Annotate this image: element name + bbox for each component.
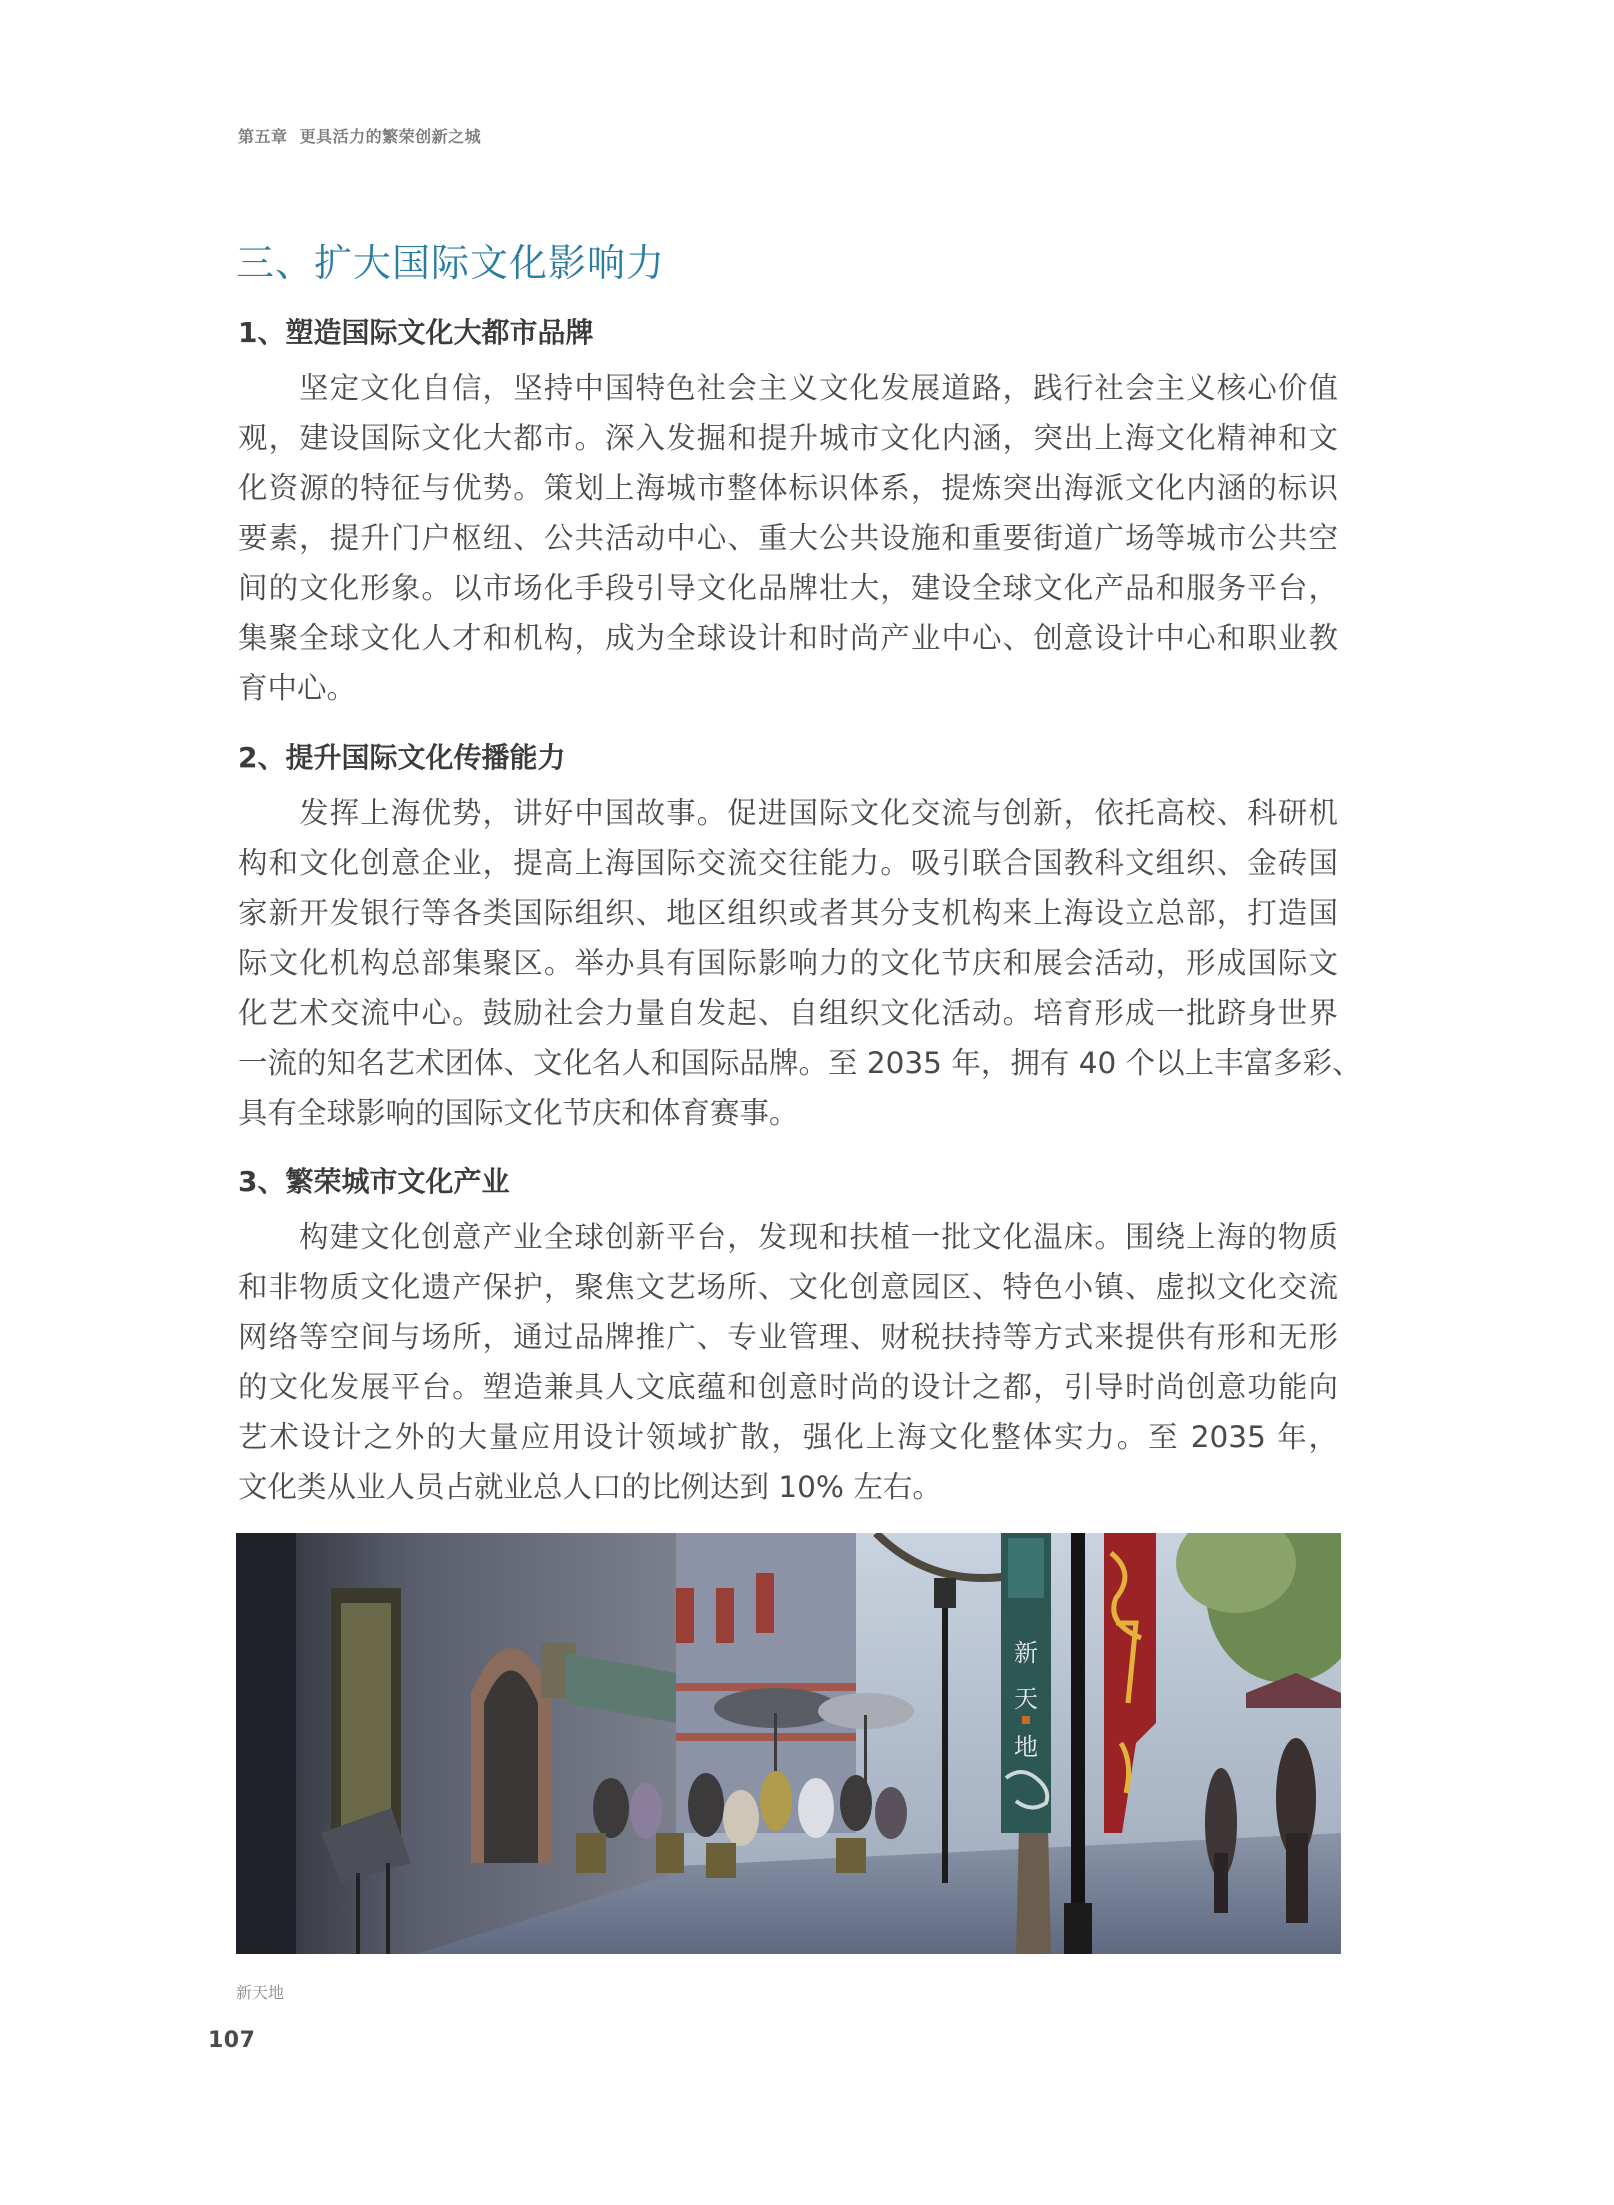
paragraph-line: 构和文化创意企业，提高上海国际交流交往能力。吸引联合国教科文组织、金砖国 bbox=[238, 846, 1338, 880]
page-number: 107 bbox=[208, 2028, 256, 2053]
paragraph-line: 化艺术交流中心。鼓励社会力量自发起、自组织文化活动。培育形成一批跻身世界 bbox=[238, 996, 1338, 1030]
paragraph-line: 和非物质文化遗产保护，聚焦文艺场所、文化创意园区、特色小镇、虚拟文化交流 bbox=[238, 1270, 1338, 1304]
paragraph-line: 集聚全球文化人才和机构，成为全球设计和时尚产业中心、创意设计中心和职业教 bbox=[238, 621, 1338, 655]
paragraph-line: 育中心。 bbox=[238, 671, 357, 705]
paragraph-line: 艺术设计之外的大量应用设计领域扩散，强化上海文化整体实力。至 2035 年， bbox=[238, 1420, 1338, 1454]
paragraph-line: 际文化机构总部集聚区。举办具有国际影响力的文化节庆和展会活动，形成国际文 bbox=[238, 946, 1338, 980]
paragraph-line: 文化类从业人员占就业总人口的比例达到 10% 左右。 bbox=[238, 1470, 942, 1504]
sign-char: 新 bbox=[1014, 1639, 1038, 1667]
subsection-heading: 3、繁荣城市文化产业 bbox=[238, 1165, 510, 1198]
paragraph-line: 间的文化形象。以市场化手段引导文化品牌壮大，建设全球文化产品和服务平台， bbox=[238, 571, 1338, 605]
paragraph bbox=[238, 788, 1362, 1138]
paragraph-line: 化资源的特征与优势。策划上海城市整体标识体系，提炼突出海派文化内涵的标识 bbox=[238, 471, 1338, 505]
paragraph-line: 构建文化创意产业全球创新平台，发现和扶植一批文化温床。围绕上海的物质 bbox=[299, 1220, 1338, 1254]
paragraph-line: 要素，提升门户枢纽、公共活动中心、重大公共设施和重要街道广场等城市公共空 bbox=[238, 521, 1338, 555]
subsection-heading: 2、提升国际文化传播能力 bbox=[238, 741, 566, 774]
paragraph-line: 坚定文化自信，坚持中国特色社会主义文化发展道路，践行社会主义核心价值 bbox=[299, 371, 1338, 405]
photo-caption: 新天地 bbox=[236, 1983, 285, 2002]
subsection-heading: 1、塑造国际文化大都市品牌 bbox=[238, 316, 594, 349]
paragraph-line: 观，建设国际文化大都市。深入发掘和提升城市文化内涵，突出上海文化精神和文 bbox=[238, 421, 1338, 455]
sign-char: 地 bbox=[1014, 1733, 1038, 1761]
paragraph-line: 具有全球影响的国际文化节庆和体育赛事。 bbox=[238, 1096, 799, 1130]
subsection-2 bbox=[238, 738, 1362, 1138]
paragraph bbox=[238, 363, 1338, 713]
xintiandi-photo bbox=[236, 1533, 1341, 1954]
paragraph bbox=[238, 1212, 1338, 1512]
paragraph-line: 一流的知名艺术团体、文化名人和国际品牌。至 2035 年，拥有 40 个以上丰富多彩、 bbox=[238, 1046, 1362, 1080]
subsection-1 bbox=[238, 313, 1338, 713]
sign-char: 天 bbox=[1014, 1685, 1038, 1713]
section-title: 三、扩大国际文化影响力 bbox=[236, 241, 666, 285]
paragraph-line: 发挥上海优势，讲好中国故事。促进国际文化交流与创新，依托高校、科研机 bbox=[299, 796, 1338, 830]
paragraph-line: 的文化发展平台。塑造兼具人文底蕴和创意时尚的设计之都，引导时尚创意功能向 bbox=[238, 1370, 1338, 1404]
running-header-chapter: 第五章 更具活力的繁荣创新之城 bbox=[238, 127, 482, 146]
paragraph-line: 网络等空间与场所，通过品牌推广、专业管理、财税扶持等方式来提供有形和无形 bbox=[238, 1320, 1338, 1354]
paragraph-line: 家新开发银行等各类国际组织、地区组织或者其分支机构来上海设立总部，打造国 bbox=[238, 896, 1338, 930]
subsection-3 bbox=[238, 1162, 1338, 1512]
